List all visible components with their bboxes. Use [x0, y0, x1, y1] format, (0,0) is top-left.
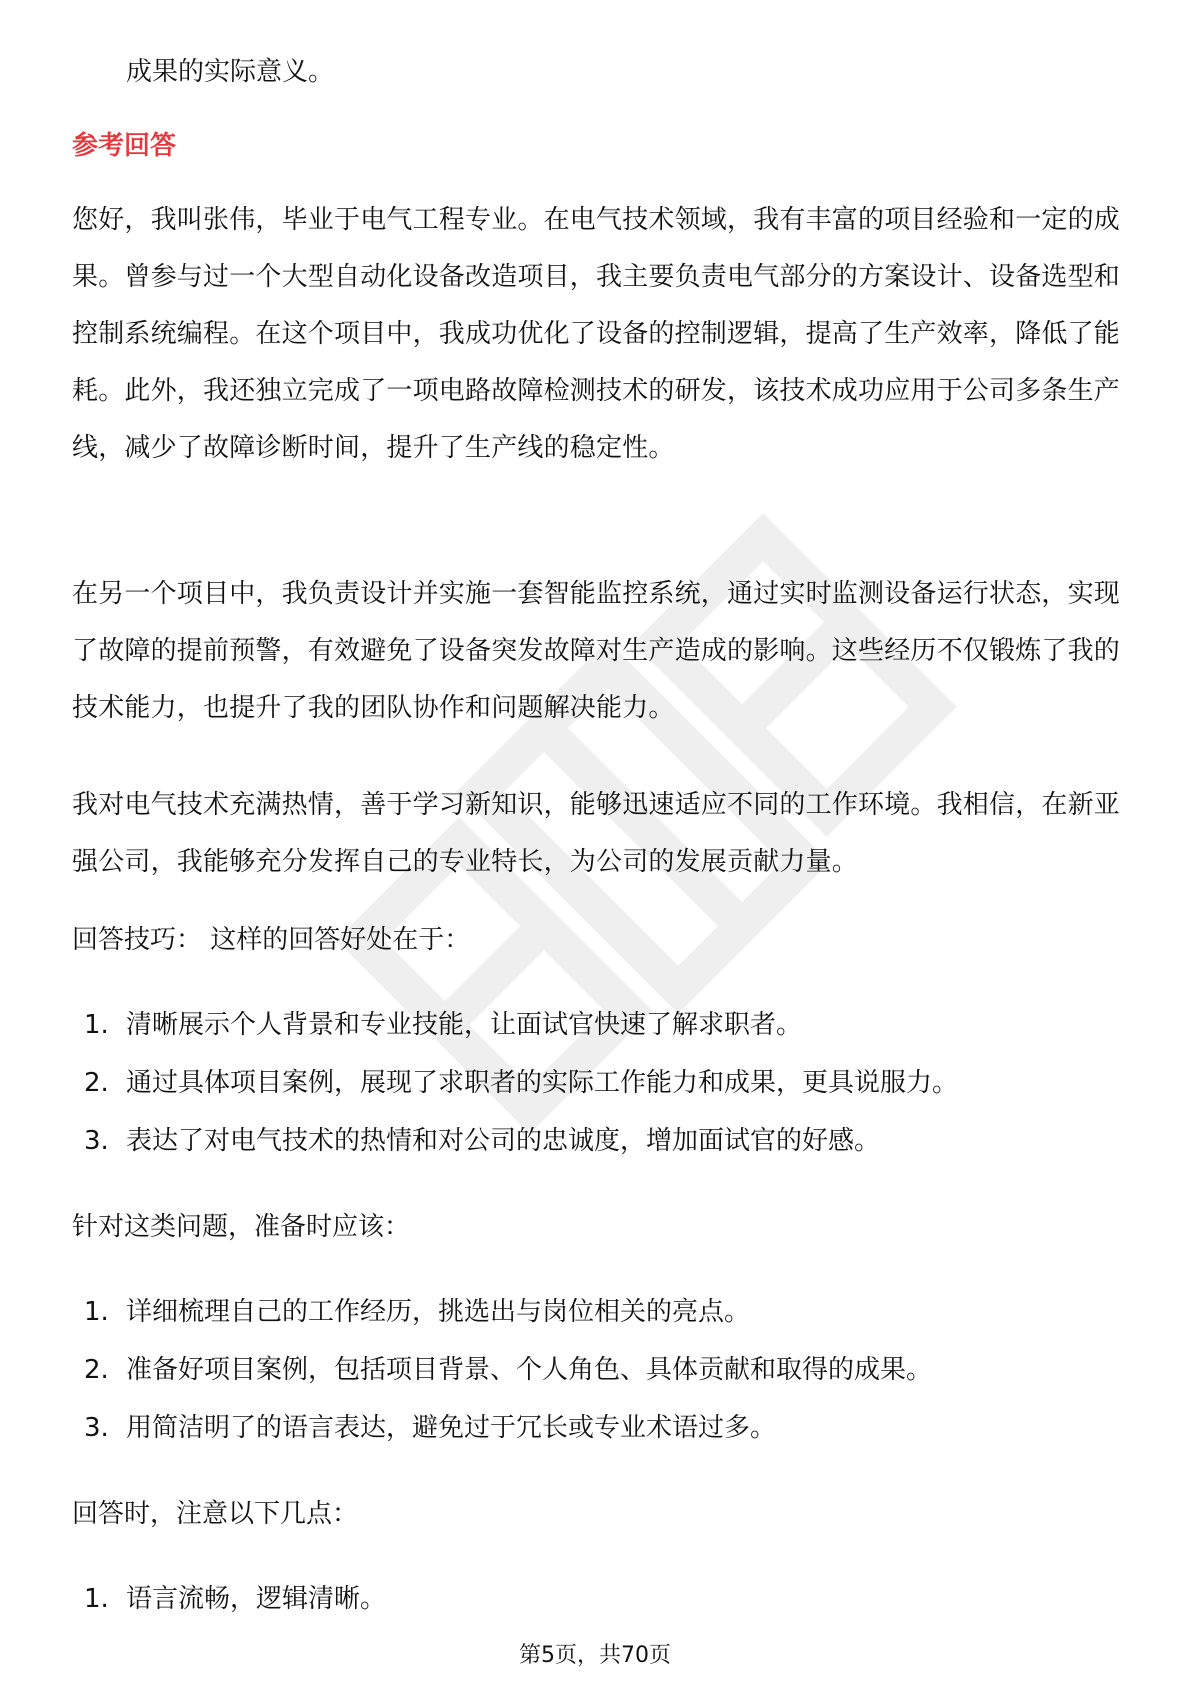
list-number: 1.	[84, 1584, 109, 1614]
list-number: 2.	[84, 1068, 109, 1098]
list-item-text: 准备好项目案例，包括项目背景、个人角色、具体贡献和取得的成果。	[126, 1355, 933, 1385]
list-item-text: 详细梳理自己的工作经历，挑选出与岗位相关的亮点。	[126, 1297, 751, 1327]
section-title: 参考回答	[72, 131, 177, 161]
prep-list	[84, 1292, 932, 1466]
list-number: 2.	[84, 1355, 109, 1385]
list-item-text: 语言流畅，逻辑清晰。	[126, 1584, 387, 1614]
list-item-text: 通过具体项目案例，展现了求职者的实际工作能力和成果，更具说服力。	[126, 1068, 959, 1098]
page-number-footer: 第5页，共70页	[519, 1643, 671, 1668]
answer-paragraph-3: 我对电气技术充满热情，善于学习新知识，能够迅速适应不同的工作环境。我相信，在新亚强公司，我能够充分发挥自己的专业特长，为公司的发展贡献力量。	[72, 790, 1121, 877]
list-number: 3.	[84, 1413, 109, 1443]
list-item-text: 用简洁明了的语言表达，避免过于冗长或专业术语过多。	[126, 1413, 777, 1443]
notes-list	[84, 1579, 386, 1637]
list-item	[84, 1121, 958, 1179]
list-number: 3.	[84, 1126, 109, 1156]
list-item-text: 清晰展示个人背景和专业技能，让面试官快速了解求职者。	[126, 1010, 803, 1040]
list-item	[84, 1579, 386, 1637]
list-item	[84, 1005, 958, 1063]
answer-paragraph-1: 您好，我叫张伟，毕业于电气工程专业。在电气技术领域，我有丰富的项目经验和一定的成果。曾参与过一个大型自动化设备改造项目，我主要负责电气部分的方案设计、设备选型和控制系统编程。在这个项目中，我成功优化了设备的控制逻辑，提高了生产效率，降低了能耗。此外，我还独立完成了一项电路故障检测技术的研发，该技术成功应用于公司多条生产线，减少了故障诊断时间，提升了生产线的稳定性。	[72, 205, 1121, 463]
list-number: 1.	[84, 1297, 109, 1327]
list-number: 1.	[84, 1010, 109, 1040]
continuation-line: 成果的实际意义。	[126, 57, 335, 87]
list-item-text: 表达了对电气技术的热情和对公司的忠诚度，增加面试官的好感。	[126, 1126, 881, 1156]
list-item	[84, 1063, 958, 1121]
list-item	[84, 1408, 932, 1466]
list-item	[84, 1292, 932, 1350]
list-item	[84, 1350, 932, 1408]
notes-label: 回答时，注意以下几点：	[72, 1499, 359, 1529]
tips-label: 回答技巧： 这样的回答好处在于：	[72, 925, 471, 955]
prep-label: 针对这类问题，准备时应该：	[72, 1212, 411, 1242]
tips-list	[84, 1005, 958, 1179]
answer-paragraph-2: 在另一个项目中，我负责设计并实施一套智能监控系统，通过实时监测设备运行状态，实现了故障的提前预警，有效避免了设备突发故障对生产造成的影响。这些经历不仅锻炼了我的技术能力，也提升了我的团队协作和问题解决能力。	[72, 579, 1121, 723]
